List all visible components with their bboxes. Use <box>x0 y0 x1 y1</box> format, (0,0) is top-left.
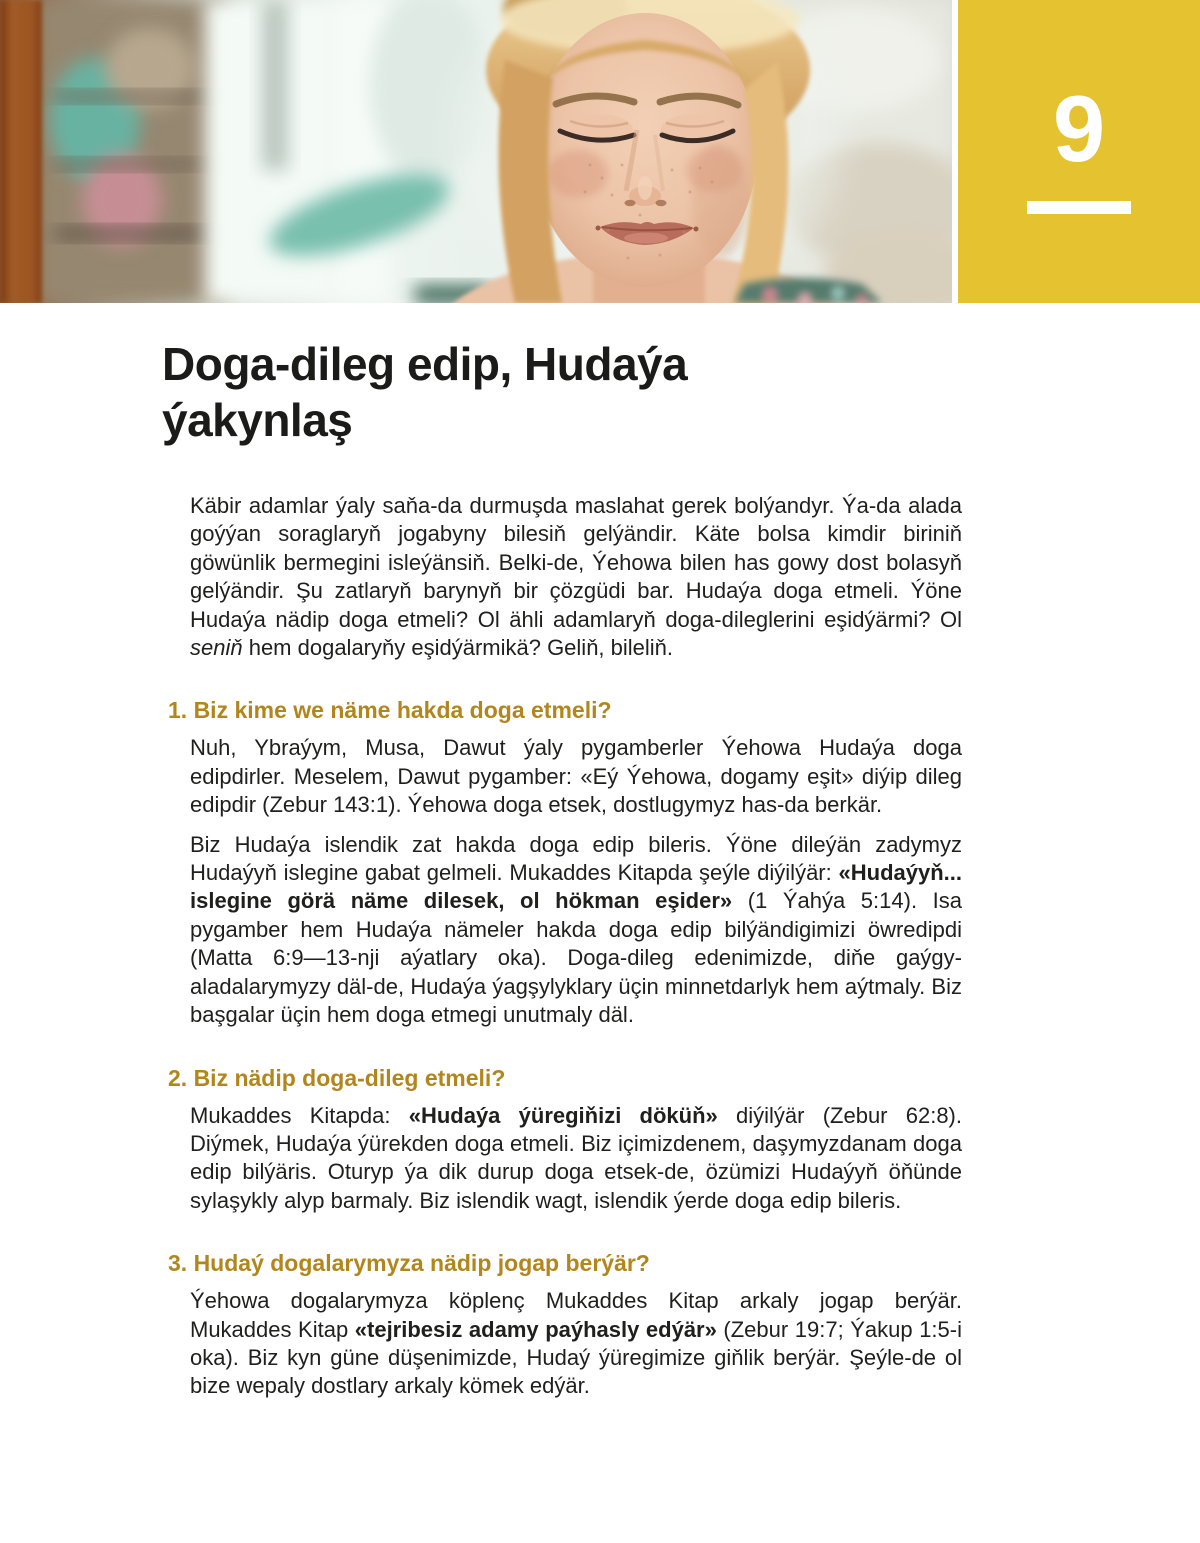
scripture-quote-bold: «tejribesiz adamy paýhasly edýär» <box>354 1316 717 1342</box>
section-2-paragraph-1 <box>190 1102 962 1216</box>
paragraph-text: Biz Hudaýa islendik zat hakda doga edip bileris. Ýöne dileýän zadymyz Hudaýyň islegine gabat gelmeli. Mukaddes Kitapda şeýle diýilýär: <box>190 831 962 886</box>
chapter-number: 9 <box>1052 76 1106 181</box>
intro-italic-word: seniň <box>190 635 243 661</box>
section-1-paragraph-2 <box>190 831 962 1030</box>
paragraph-text: Nuh, Ybraýym, Musa, Dawut ýaly pygamberler Ýehowa Hudaýa doga edipdirler. Meselem, Dawut pygamber: «Eý Ýehowa, dogamy eşit» diýip dileg edipdir (Zebur 143:1). Ýehowa doga etsek, dostlugymyz has-da berkär. <box>190 735 962 818</box>
paragraph-text: (1 Ýahýa 5:14). Isa pygamber hem Hudaýa nämeler hakda doga edip bilýändigimizi öwredipdi (Matta 6:9—13-nji aýatlary oka). Doga-dileg edenimizde, diňe gaýgy-aladalarymyzy däl-de, Hudaýa ýagşylyklary üçin minnetdarlyk hem aýtmaly. Biz başgalar üçin hem doga etmegi unutmaly däl. <box>190 888 962 1028</box>
lesson-content <box>168 492 962 1401</box>
section-3-paragraph-1 <box>190 1287 962 1401</box>
chapter-photo <box>0 0 952 303</box>
intro-text: Käbir adamlar ýaly saňa-da durmuşda maslahat gerek bolýandyr. Ýa-da alada goýýan soraglaryň jogabyny bilesiň gelýändir. Käte bolsa kimdir biriniň göwünlik bermegini isleýänsiň. Belki-de, Ýehowa bilen has gowy dost bolasyň gelýändir. Şu zatlaryň barynyň bir çözgüdi bar. Hudaýa doga etmeli. Ýöne Hudaýa nädip doga etmeli? Ol ähli adamlaryň doga-dileglerini eşidýärmi? Ol <box>190 493 962 632</box>
section-3-heading: 3. Hudaý dogalarymyza nädip jogap berýär? <box>168 1250 650 1277</box>
intro-text-end: hem dogalaryňy eşidýärmikä? Geliň, bileliň. <box>242 635 674 661</box>
section-1-heading: 1. Biz kime we näme hakda doga etmeli? <box>168 697 612 724</box>
scripture-quote-bold: «Hudaýyň... islegine görä näme dilesek, ol hökman eşider» <box>190 860 962 914</box>
paragraph-text: diýilýär (Zebur 62:8). Diýmek, Hudaýa ýürekden doga etmeli. Biz içimizdenem, daşymyzdanam doga edip bilýäris. Oturyp ýa dik durup doga etsek-de, özümizi Hudaýyň öňünde sylaşykly alyp barmaly. Biz islendik wagt, islendik ýerde doga edip bileris. <box>190 1102 962 1213</box>
woman-praying-photo <box>0 0 952 303</box>
chapter-underline <box>1027 201 1131 214</box>
scripture-quote-bold: «Hudaýa ýüregiňizi döküň» <box>408 1102 718 1128</box>
page-title: Doga-dileg edip, Hudaýa ýakynlaş <box>162 338 688 446</box>
chapter-number-box <box>958 0 1200 303</box>
intro-paragraph <box>190 492 962 662</box>
section-2-heading: 2. Biz nädip doga-dileg etmeli? <box>168 1064 506 1091</box>
section-1-paragraph-1 <box>190 734 962 819</box>
paragraph-text: Mukaddes Kitapda: <box>190 1102 409 1128</box>
paragraph-text: (Zebur 19:7; Ýakup 1:5-i oka). Biz kyn güne düşenimizde, Hudaý ýüregimize giňlik berýär. Şeýle-de ol bize wepaly dostlary arkaly kömek edýär. <box>190 1316 962 1399</box>
paragraph-text: Ýehowa dogalarymyza köplenç Mukaddes Kitap arkaly jogap berýär. Mukaddes Kitap <box>190 1288 962 1342</box>
